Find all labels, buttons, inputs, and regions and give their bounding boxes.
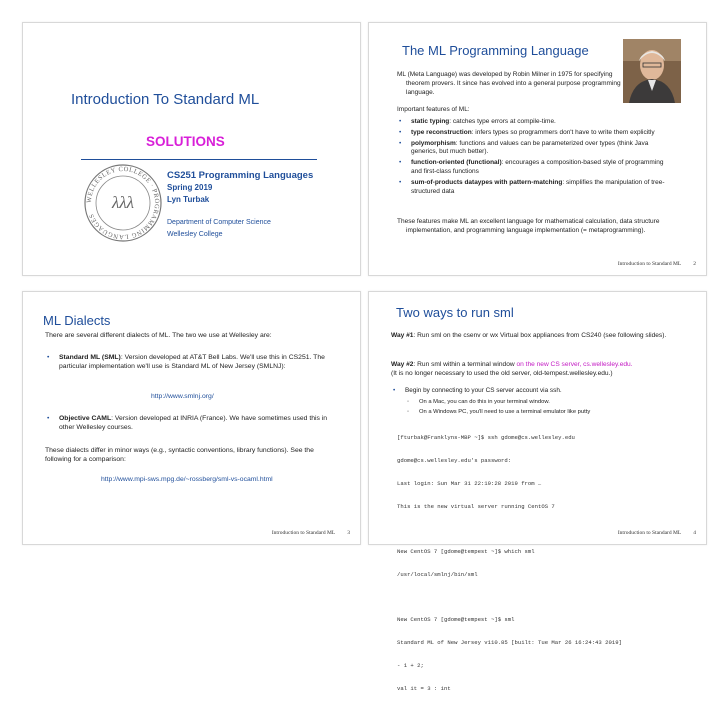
feature-item: • sum-of-products dataypes with pattern-matching: simplifies the manipulation of tree-structured data (397, 179, 667, 197)
slide-3 (22, 291, 361, 545)
department: Department of Computer Science (167, 219, 271, 226)
feature-item: • polymorphism: functions and values can be parameterized over types (think Java generics, but much better). (397, 140, 667, 158)
terminal-line: - 1 + 2; (397, 662, 424, 669)
slide-2 (368, 22, 707, 276)
solutions-label: SOLUTIONS (146, 134, 225, 149)
connect-list (391, 386, 691, 395)
feature-item: • function-oriented (functional): encourages a composition-based style of programming and first-class functions (397, 159, 667, 177)
seal-ring-text: WELLESLEY COLLEGE · PROGRAMMING LANGUAGES (85, 165, 161, 241)
terminal-line: /usr/local/smlnj/bin/sml (397, 570, 478, 578)
author: Lyn Turbak (167, 195, 210, 204)
connect-item: • Begin by connecting to your CS server account via ssh. (391, 386, 691, 395)
svg-text:λλλ: λλλ (111, 193, 135, 212)
features-heading: Important features of ML: (397, 106, 470, 113)
sub-item-windows: ◦ On a Windows PC, you'll need to use a terminal emulator like putty (405, 408, 695, 418)
slide-3-footer: Introduction to Standard ML 3 (271, 530, 350, 536)
dialects-differ: These dialects differ in minor ways (e.g., syntactic conventions, library functions). See the following for a comparison: (45, 447, 314, 464)
dialects-intro: There are several different dialects of ML. The two we use at Wellesley are: (45, 332, 272, 339)
term: Spring 2019 (167, 183, 213, 192)
sml-item: • Standard ML (SML): Version developed at AT&T Bell Labs. We'll use this in CS251. The particular implementation we'll use is Standard ML of New Jersey (SMLNJ): (45, 353, 335, 372)
feature-item: • type reconstruction: infers types so programmers don't have to write them explicitly (397, 129, 667, 138)
slide-1-title: Introduction To Standard ML (71, 91, 260, 108)
terminal-line: gdome@cs.wellesley.edu's password: (397, 456, 512, 464)
way2-text: Way #2: Run sml within a terminal window on the new CS server, cs.wellesley.edu. (It is no longer necessary to used the old server, old-tempest.wellesley.edu.) (391, 361, 633, 377)
connect-sublist (405, 398, 695, 417)
slide-4-footer: Introduction to Standard ML 4 (617, 530, 696, 536)
course-name: CS251 Programming Languages (167, 170, 314, 181)
ml-closing: These features make ML an excellent language for mathematical calculation, data structure implementation, and programming language implementation (= metaprogramming). (397, 218, 660, 234)
way1-text: Way #1: Run sml on the csenv or wx Virtual box appliances from CS240 (see following slides). (391, 332, 667, 339)
ml-intro (397, 70, 632, 97)
terminal-line: New CentOS 7 [gdome@tempest ~]$ which sml (397, 548, 535, 556)
slide-4 (368, 291, 707, 692)
page-number: 3 (347, 530, 350, 536)
terminal-line: New CentOS 7 [gdome@tempest ~]$ sml (397, 616, 515, 624)
wellesley-seal-logo (83, 163, 163, 243)
feature-item: • static typing: catches type errors at compile-time. (397, 118, 667, 127)
slide-1 (22, 22, 361, 276)
terminal-line: val it = 3 : int (397, 684, 451, 692)
slide-2-title: The ML Programming Language (402, 43, 589, 58)
terminal-line: Standard ML of New Jersey v110.85 [built: Tue Mar 26 16:24:43 2019] (397, 639, 622, 647)
slide-3-title: ML Dialects (43, 313, 111, 328)
ml-intro-text: ML (Meta Language) was developed by Robin Milner in 1975 for specifying theorem provers. It since has evolved into a general purpose programming language. (397, 71, 621, 96)
caml-item: • Objective CAML: Version developed at INRIA (France). We have sometimes used this in other Wellesley courses. (45, 414, 335, 433)
page-number: 4 (693, 530, 696, 536)
sub-item-mac: ◦ On a Mac, you can do this in your terminal window. (405, 398, 695, 408)
terminal-line: Last login: Sun Mar 31 22:19:28 2019 from … (397, 479, 542, 487)
college: Wellesley College (167, 231, 223, 238)
dialects-list-sml (45, 353, 335, 372)
terminal-transcript (397, 419, 702, 708)
page-number: 2 (693, 261, 696, 267)
title-rule (81, 159, 317, 160)
slide-4-title: Two ways to run sml (396, 305, 514, 320)
slide-2-footer: Introduction to Standard ML 2 (617, 261, 696, 267)
terminal-line: [fturbak@Franklyns-MBP ~]$ ssh gdome@cs.wellesley.edu (397, 434, 575, 442)
comparison-link[interactable]: http://www.mpi-sws.mpg.de/~rossberg/sml-vs-ocaml.html (101, 476, 273, 483)
terminal-line: This is the new virtual server running CentOS 7 (397, 502, 555, 510)
features-list (397, 118, 667, 196)
dialects-list-caml (45, 414, 335, 433)
new-server-note: on the new CS server, cs.wellesley.edu. (516, 361, 633, 368)
smlnj-link[interactable]: http://www.smlnj.org/ (151, 393, 214, 400)
terminal-line (397, 594, 702, 602)
